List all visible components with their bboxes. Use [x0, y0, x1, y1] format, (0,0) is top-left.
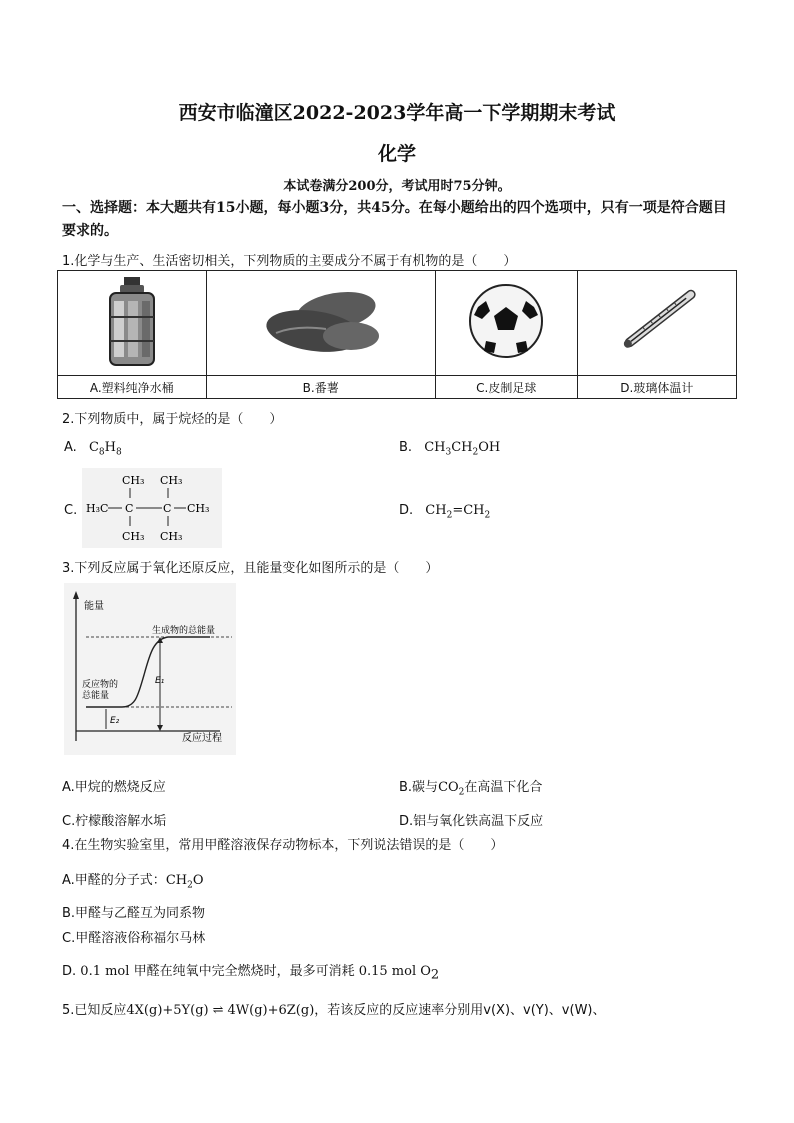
thermometer-icon: [612, 276, 702, 366]
exam-note: 本试卷满分200分，考试用时75分钟。: [283, 179, 511, 194]
q4-stem: 4.在生物实验室里，常用甲醛溶液保存动物标本，下列说法错误的是（ ）: [62, 838, 504, 853]
q3-option-c: C.柠檬酸溶解水垢: [62, 814, 167, 829]
q2-option-b-label: B.: [399, 440, 413, 455]
q4-option-d-mid2: 甲醛在纯氧中完全燃烧时，最多可消耗: [133, 964, 355, 979]
q2-stem: 2.下列物质中，属于烷烃的是（ ）: [62, 412, 283, 427]
q3-option-b: [399, 776, 542, 798]
q3-option-b-pre: B.碳与: [399, 780, 439, 795]
q1-image-d: [577, 271, 736, 376]
struct-c2: C: [163, 502, 172, 515]
q1-options-table: [57, 270, 737, 399]
struct-c1: C: [125, 502, 134, 515]
struct-ch3-top1: CH₃: [122, 474, 145, 487]
football-icon: [466, 281, 546, 361]
q1-image-c: [435, 271, 577, 376]
q4-option-d: [62, 960, 439, 983]
reactant-energy-label-1: 反应物的: [82, 680, 119, 690]
section-heading: 一、选择题：本大题共有15小题，每小题3分，共45分。在每小题给出的四个选项中，只有一项是符合题目要求的。: [62, 200, 727, 239]
x-axis-label: 反应过程: [182, 733, 222, 744]
q5-stem: [62, 999, 606, 1018]
sweet-potato-icon: [256, 281, 386, 361]
q1-stem: 1.化学与生产、生活密切相关，下列物质的主要成分不属于有机物的是（ ）: [62, 254, 517, 269]
q2-option-b: [399, 440, 500, 458]
q1-option-b: B.番薯: [206, 376, 435, 399]
q3-option-a: A.甲烷的燃烧反应: [62, 780, 166, 795]
q2-option-a-formula: $C_8H_8$: [88, 440, 122, 458]
q5-stem-post: ，若该反应的反应速率分别用v(X)、v(Y)、v(W)、: [314, 1003, 606, 1018]
q5-equation-left: 4X(g)+5Y(g): [126, 1003, 209, 1018]
q2-option-a: [64, 440, 122, 458]
q2-option-c-structure: [82, 468, 222, 548]
q2-option-d-label: D.: [399, 503, 414, 518]
q4-option-a-formula: $CH_2O$: [165, 873, 204, 891]
q2-option-d-formula: $CH_2=CH_2$: [425, 503, 491, 521]
q4-option-d-pre: D.: [62, 964, 77, 979]
q5-stem-pre: 5.已知反应: [62, 1003, 127, 1018]
q4-option-c: C.甲醛溶液俗称福尔马林: [62, 931, 206, 946]
q4-option-d-mid1: 0.1 mol: [80, 964, 130, 979]
subject-title: 化学: [377, 143, 416, 165]
e1-label: E₁: [155, 676, 165, 686]
q3-stem: 3.下列反应属于氧化还原反应，且能量变化如图所示的是（ ）: [62, 561, 439, 576]
q5-equation-right: 4W(g)+6Z(g): [227, 1003, 315, 1018]
water-bucket-icon: [102, 273, 162, 369]
q2-option-c-label: C.: [64, 503, 78, 518]
struct-ch3-top2: CH₃: [160, 474, 183, 487]
q2-option-a-label: A.: [64, 440, 77, 455]
y-axis-label: 能量: [84, 601, 104, 612]
q4-option-a: [62, 869, 204, 891]
q4-option-d-sub: 2: [430, 967, 440, 983]
q3-option-d: D.铝与氧化铁高温下反应: [399, 814, 544, 829]
q2-option-b-formula: $CH_3CH_2OH$: [424, 440, 501, 458]
q1-option-c: C.皮制足球: [435, 376, 577, 399]
q4-option-a-pre: A.甲醛的分子式：: [62, 873, 166, 888]
q2-option-d: [399, 503, 490, 521]
q1-image-a: [58, 271, 207, 376]
struct-ch3-bot2: CH₃: [160, 530, 183, 543]
energy-diagram: [64, 583, 236, 755]
q1-image-b: [206, 271, 435, 376]
struct-ch3-bot1: CH₃: [122, 530, 145, 543]
struct-h3c: H₃C: [86, 502, 109, 515]
q4-option-b: B.甲醛与乙醛互为同系物: [62, 906, 206, 921]
q3-option-b-post: 在高温下化合: [464, 780, 543, 795]
q5-equilibrium-arrow: ⇌: [212, 1003, 224, 1018]
q4-option-d-mid3: 0.15 mol O: [358, 964, 431, 979]
q1-option-d: D.玻璃体温计: [577, 376, 736, 399]
struct-ch3-right: CH₃: [187, 502, 210, 515]
product-energy-label: 生成物的总能量: [152, 626, 216, 636]
reactant-energy-label-2: 总能量: [82, 691, 110, 701]
q3-option-b-formula: $CO_2$: [438, 780, 465, 798]
q1-option-a: A.塑料纯净水桶: [58, 376, 207, 399]
exam-title: 西安市临潼区2022-2023学年高一下学期期末考试: [178, 102, 616, 124]
e2-label: E₂: [110, 716, 120, 726]
